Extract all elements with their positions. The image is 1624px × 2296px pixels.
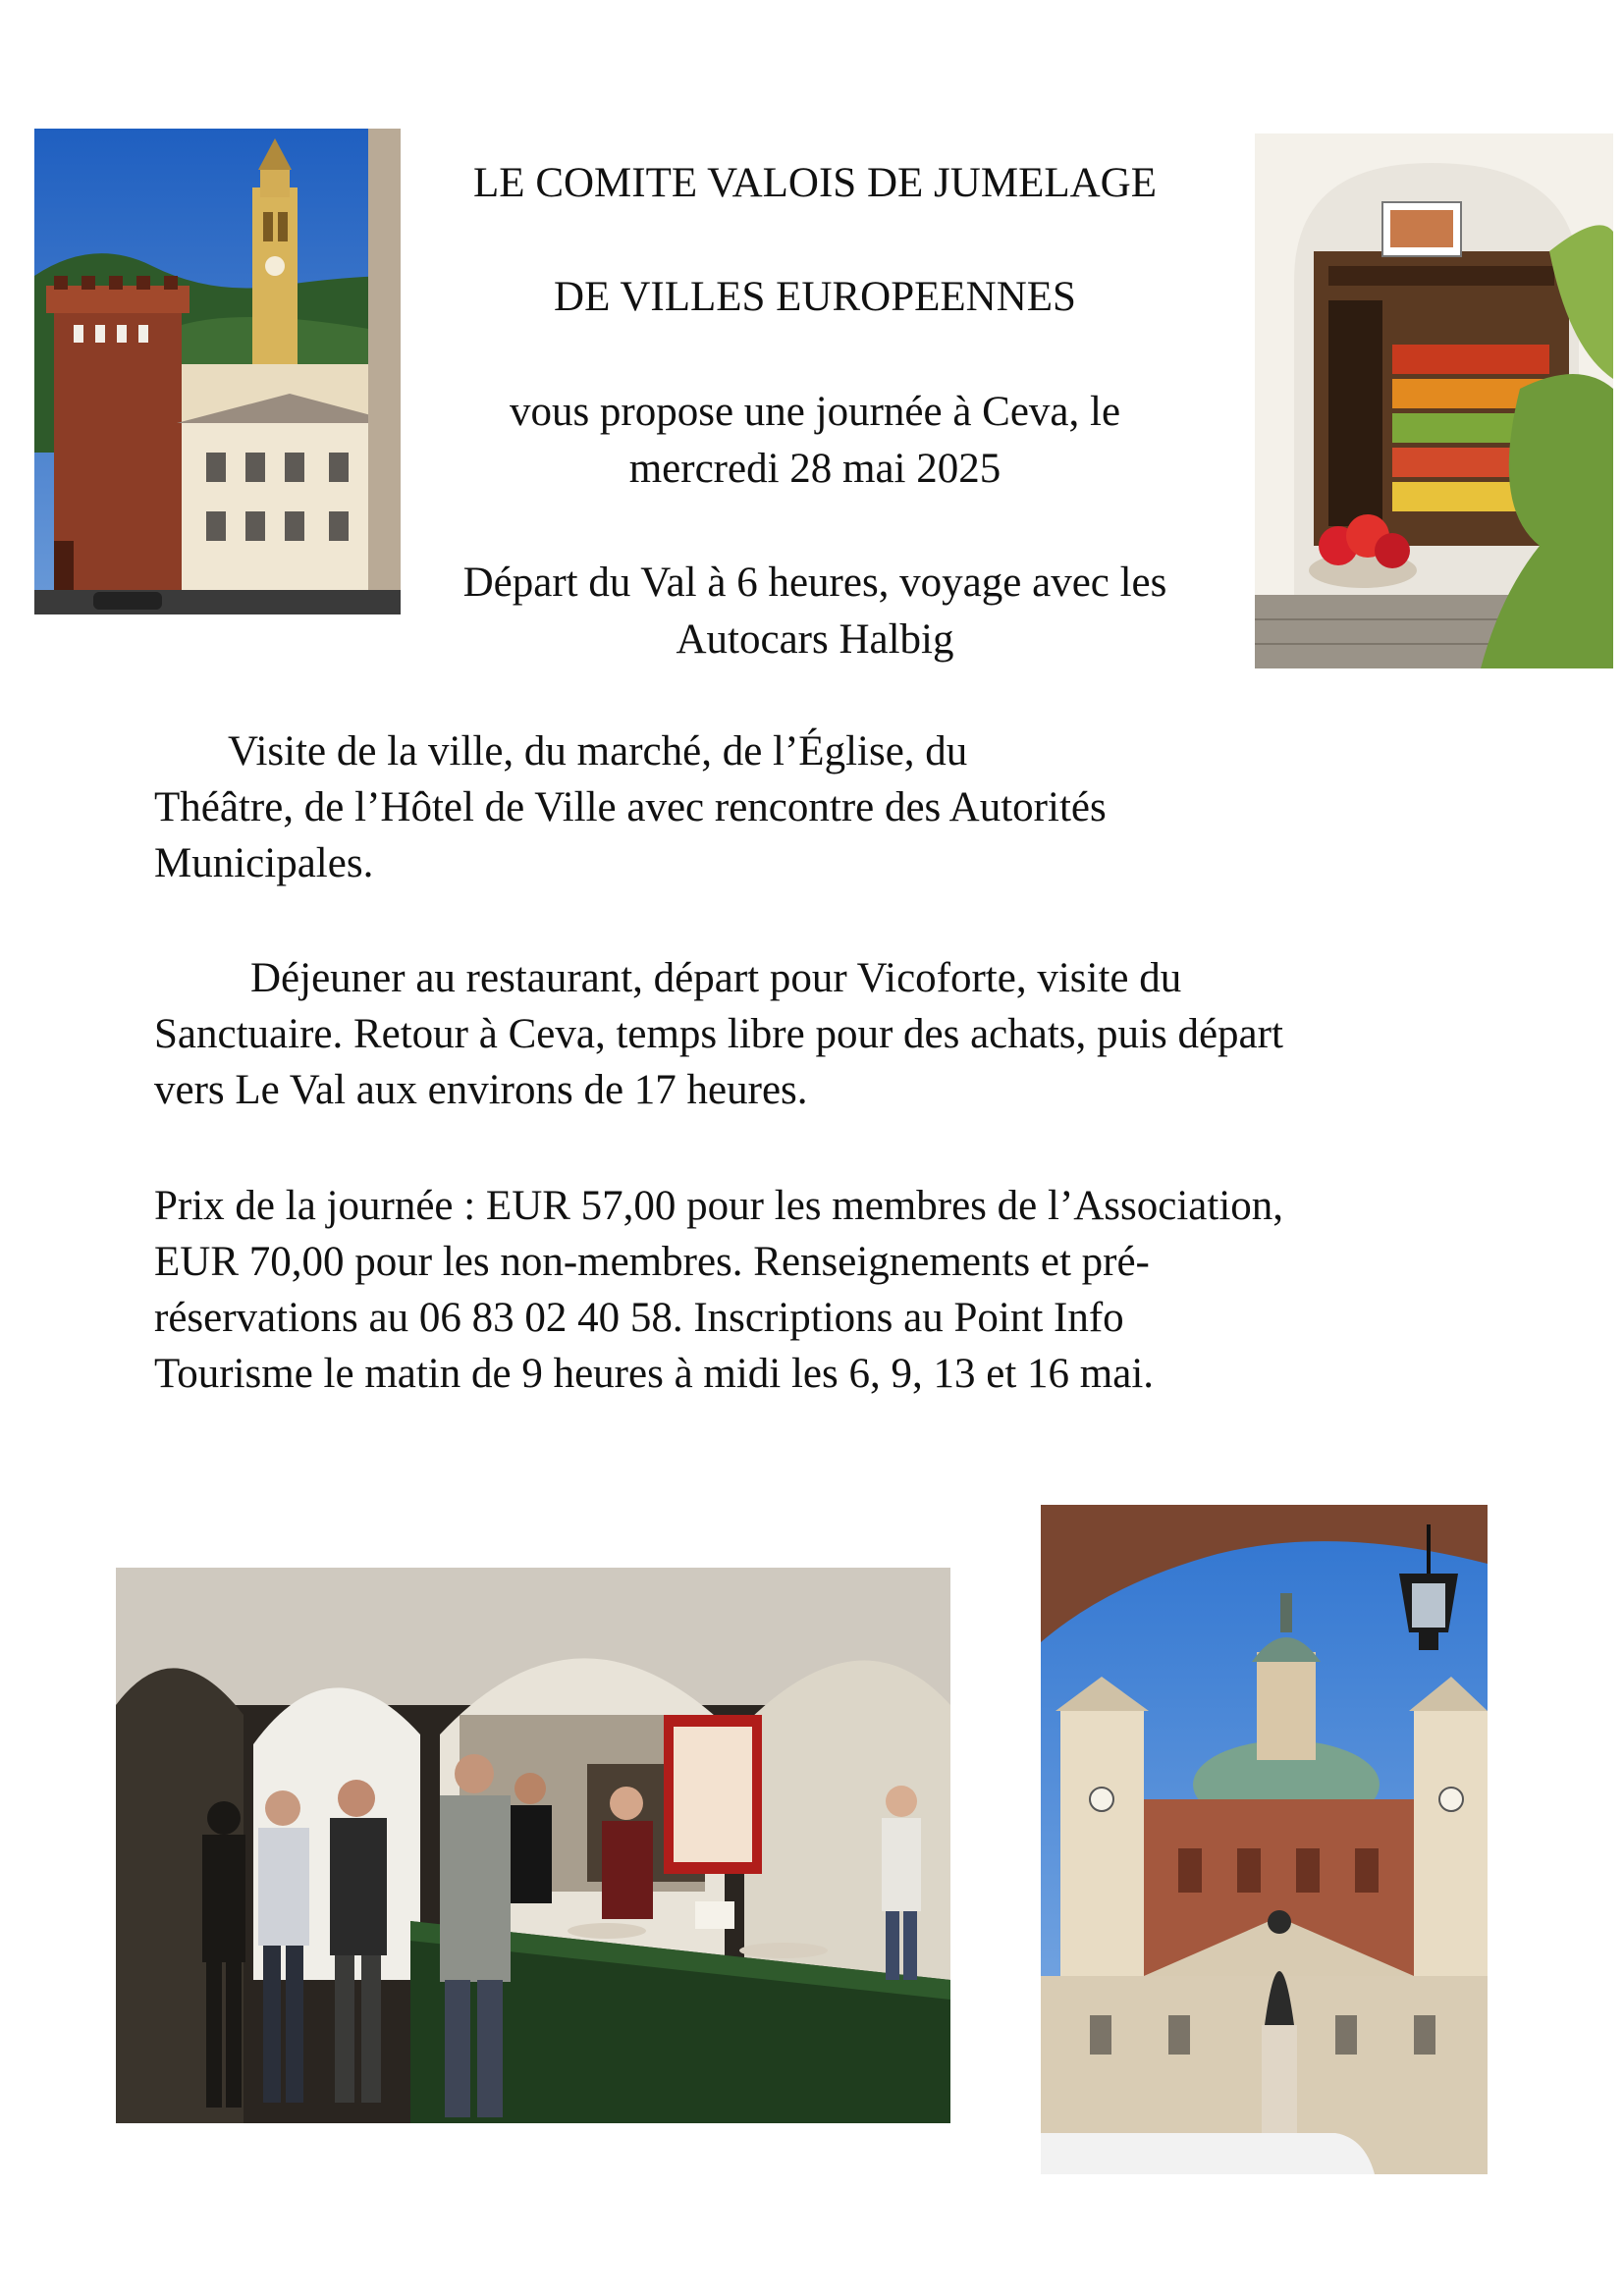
- lunch-line-3: vers Le Val aux environs de 17 heures.: [154, 1067, 808, 1113]
- photo-arcade-group: [116, 1568, 950, 2123]
- price-line-2: EUR 70,00 pour les non-membres. Renseignements et pré-: [154, 1239, 1150, 1285]
- intro-line-1: vous propose une journée à Ceva, le: [509, 389, 1121, 435]
- title-line-2: DE VILLES EUROPEENNES: [554, 274, 1076, 320]
- visit-line-2: Théâtre, de l’Hôtel de Ville avec rencontre des Autorités: [154, 784, 1107, 830]
- intro-line-2: mercredi 28 mai 2025: [628, 446, 1001, 492]
- lunch-line-1: Déjeuner au restaurant, départ pour Vicoforte, visite du: [250, 955, 1182, 1001]
- visit-line-1: Visite de la ville, du marché, de l’Église, du: [228, 728, 968, 774]
- photo-market-shop: [1255, 133, 1613, 668]
- lunch-line-2: Sanctuaire. Retour à Ceva, temps libre pour des achats, puis départ: [154, 1011, 1283, 1057]
- photo-vicoforte-sanctuary: [1041, 1505, 1488, 2174]
- lunch-paragraph: [154, 950, 1529, 1118]
- visit-line-3: Municipales.: [154, 840, 374, 886]
- photo-market-shop-graphic: [1255, 133, 1613, 668]
- visit-paragraph: [154, 723, 1529, 891]
- price-line-4: Tourisme le matin de 9 heures à midi les 6, 9, 13 et 16 mai.: [154, 1351, 1155, 1397]
- photo-ceva-tower-graphic: [34, 129, 401, 614]
- photo-ceva-tower: [34, 129, 401, 614]
- photo-arcade-group-graphic: [116, 1568, 950, 2123]
- price-paragraph: [154, 1178, 1529, 1402]
- title-line-1: LE COMITE VALOIS DE JUMELAGE: [473, 160, 1157, 206]
- price-line-3: réservations au 06 83 02 40 58. Inscriptions au Point Info: [154, 1295, 1124, 1341]
- photo-vicoforte-sanctuary-graphic: [1041, 1505, 1488, 2174]
- departure-line-2: Autocars Halbig: [676, 616, 954, 663]
- departure-line-1: Départ du Val à 6 heures, voyage avec les: [462, 560, 1167, 606]
- price-line-1: Prix de la journée : EUR 57,00 pour les membres de l’Association,: [154, 1183, 1284, 1229]
